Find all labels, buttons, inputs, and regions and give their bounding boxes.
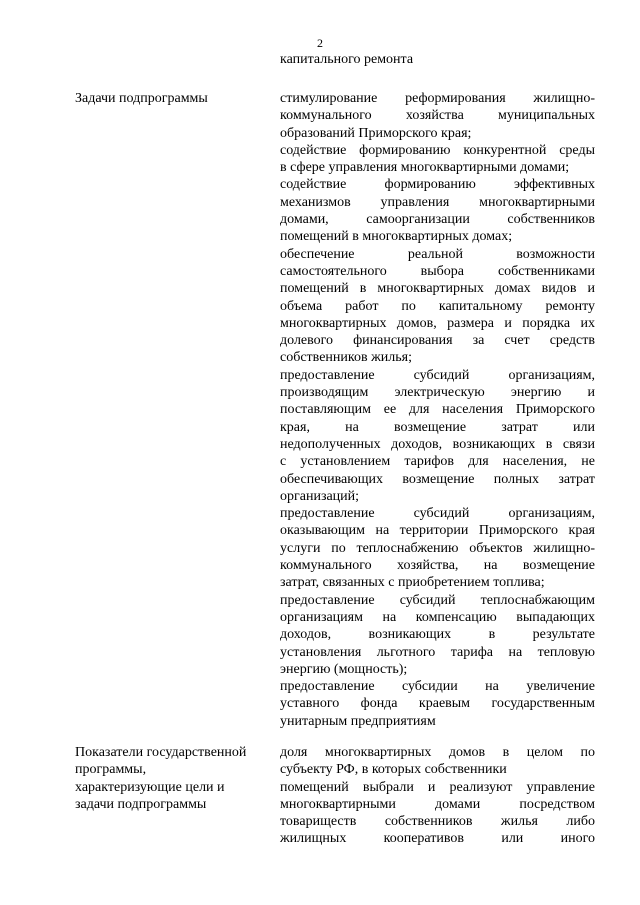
content-line: уставного фонда краевым государственным [280,696,595,712]
row-content-indicators [280,744,595,848]
content-line: в сфере управления многоквартирными домами; [280,160,570,176]
content-line: поставляющим ее для населения Приморского [280,402,595,418]
content-line: объема работ по капитальному ремонту [280,298,595,314]
content-line: субъекту РФ, в которых собственники [280,762,507,778]
content-line: долевого финансирования за счет средств [280,333,595,349]
content-line: недополученных доходов, возникающих в связи [280,436,595,452]
label-line: Задачи подпрограммы [75,91,208,106]
content-line: доля многоквартирных домов в целом по [280,745,595,760]
content-line: домами, самоорганизации собственников [280,212,595,228]
content-line: доходов, возникающих в результате [280,627,595,643]
content-line: образований Приморского края; [280,125,472,141]
content-line: коммунального хозяйства, на возмещение [280,558,595,574]
content-line: содействие формированию эффективных [280,177,595,193]
page-number: 2 [317,36,323,50]
content-line: энергию (мощность); [280,661,408,677]
content-line: помещений в многоквартирных домах видов и [280,281,595,297]
label-line: программы, [75,762,147,778]
content-line: собственников жилья; [280,350,412,366]
content-line: помещений в многоквартирных домах; [280,229,513,245]
content-line: самостоятельного выбора собственниками [280,263,595,279]
content-line: оказывающим на территории Приморского края [280,523,595,539]
content-line: предоставление субсидий теплоснабжающим [280,592,595,608]
content-line: механизмов управления многоквартирными [280,194,595,210]
label-line: характеризующие цели и [75,779,225,795]
content-line: помещений выбрали и реализуют управление [280,779,595,795]
label-line: задачи подпрограммы [75,796,207,812]
content-line: обеспечивающих возмещение полных затрат [280,471,595,487]
content-line: предоставление субсидий организациям, [280,367,595,383]
content-line: стимулирование реформирования жилищно- [280,91,595,106]
content-line: товариществ собственников жилья либо [280,814,595,830]
content-line: затрат, связанных с приобретением топлива; [280,575,545,591]
content-line: установления льготного тарифа на тепловую [280,644,595,660]
content-line: услуги по теплоснабжению объектов жилищно- [280,540,595,556]
row-label-indicators [75,744,280,813]
content-line: организаций; [280,488,360,504]
content-line: многоквартирными домами посредством [280,796,595,812]
content-line: края, на возмещение затрат или [280,419,595,435]
content-line: с установлением тарифов для населения, не [280,454,595,470]
content-line: коммунального хозяйства муниципальных [280,108,595,124]
content-line: унитарным предприятиям [280,713,436,729]
content-line: многоквартирных домов, размера и порядка их [280,315,595,331]
content-line: организациям на компенсацию выпадающих [280,609,595,625]
content-line: обеспечение реальной возможности [280,246,595,262]
content-line: предоставление субсидий организациям, [280,506,595,522]
row-label-tasks [75,90,280,107]
content-line: содействие формированию конкурентной среды [280,142,595,158]
content-line: производящим электрическую энергию и [280,385,595,401]
continuation-text: капитального ремонта [280,52,414,67]
row-content-tasks [280,90,595,730]
content-line: жилищных кооперативов или иного [280,831,595,847]
label-line: Показатели государственной [75,745,247,760]
content-line: предоставление субсидии на увеличение [280,679,595,695]
